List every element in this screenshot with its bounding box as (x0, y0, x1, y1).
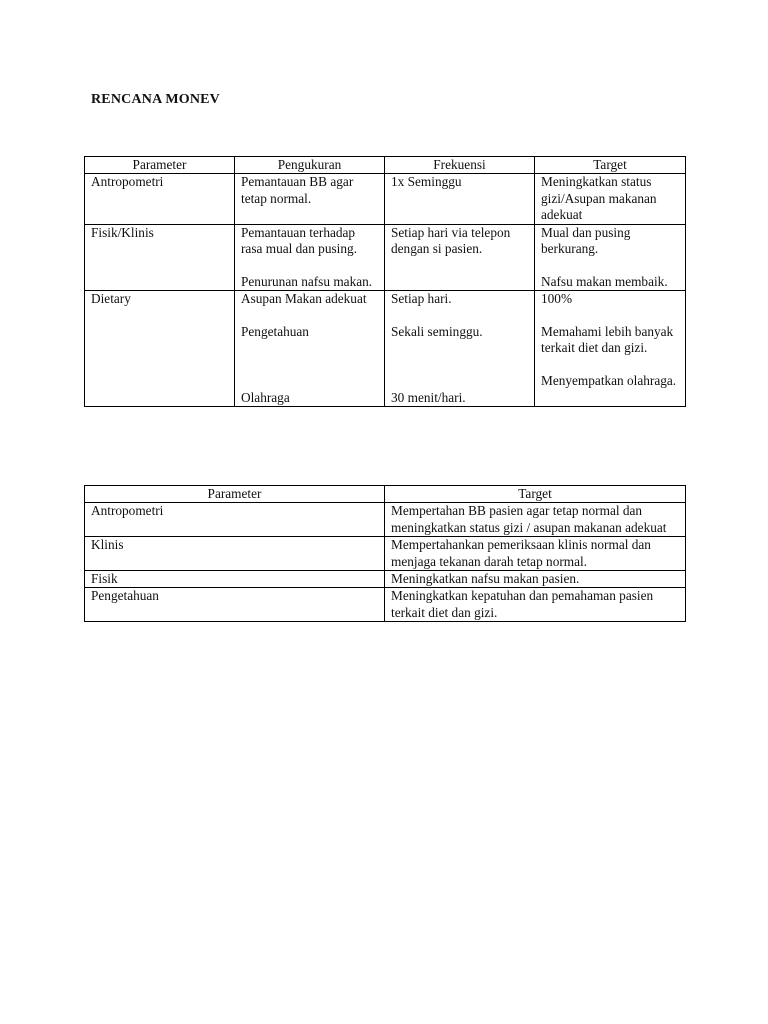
cell-text: Setiap hari. (391, 291, 452, 307)
cell-text: Setiap hari via telepon dengan si pasien. (391, 224, 511, 257)
cell-text: Nafsu makan membaik. (541, 273, 668, 289)
cell-parameter: Fisik/Klinis (85, 224, 235, 291)
cell-text: Asupan Makan adekuat (241, 291, 367, 307)
cell-pengukuran (235, 174, 385, 224)
cell-text: Meningkatkan status gizi/Asupan makanan adekuat (541, 174, 657, 223)
header-parameter: Parameter (85, 157, 235, 174)
table-row (85, 224, 686, 291)
header-parameter: Parameter (85, 486, 385, 503)
cell-text: 30 menit/hari. (391, 389, 466, 405)
cell-pengukuran (235, 291, 385, 407)
table-row (85, 174, 686, 224)
table-row (85, 588, 686, 622)
cell-target (535, 291, 686, 407)
cell-frekuensi (385, 174, 535, 224)
cell-text: Menyempatkan olahraga. (541, 373, 677, 389)
cell-target: Mempertahan BB pasien agar tetap normal dan meningkatkan status gizi / asupan makanan adekuat (385, 503, 686, 537)
cell-text: 1x Seminggu (391, 174, 462, 190)
cell-text: Olahraga (241, 389, 290, 405)
cell-parameter: Pengetahuan (85, 588, 385, 622)
header-frekuensi: Frekuensi (385, 157, 535, 174)
cell-parameter: Klinis (85, 537, 385, 571)
cell-target (535, 174, 686, 224)
table-header-row (85, 486, 686, 503)
cell-text: Penurunan nafsu makan. (241, 273, 373, 289)
table-row (85, 537, 686, 571)
cell-target: Meningkatkan kepatuhan dan pemahaman pasien terkait diet dan gizi. (385, 588, 686, 622)
monev-table (84, 156, 686, 407)
cell-target (535, 224, 686, 291)
header-pengukuran: Pengukuran (235, 157, 385, 174)
cell-parameter: Dietary (85, 291, 235, 407)
cell-text: Pengetahuan (241, 324, 309, 340)
header-target: Target (535, 157, 686, 174)
cell-parameter: Fisik (85, 571, 385, 588)
cell-frekuensi (385, 224, 535, 291)
cell-pengukuran (235, 224, 385, 291)
document-title: RENCANA MONEV (91, 92, 220, 107)
cell-text: Sekali seminggu. (391, 324, 483, 340)
cell-frekuensi (385, 291, 535, 407)
cell-text: Pemantauan BB agar tetap normal. (241, 174, 354, 206)
cell-target: Mempertahankan pemeriksaan klinis normal dan menjaga tekanan darah tetap normal. (385, 537, 686, 571)
table-row (85, 571, 686, 588)
cell-parameter: Antropometri (85, 174, 235, 224)
cell-text: 100% (541, 291, 573, 307)
table-header-row (85, 157, 686, 174)
cell-text: Pemantauan terhadap rasa mual dan pusing. (241, 224, 357, 257)
cell-text: Memahami lebih banyak terkait diet dan gizi. (541, 324, 674, 356)
table-row (85, 503, 686, 537)
header-target: Target (385, 486, 686, 503)
table-row (85, 291, 686, 407)
cell-text: Mual dan pusing berkurang. (541, 224, 631, 257)
cell-target: Meningkatkan nafsu makan pasien. (385, 571, 686, 588)
cell-parameter: Antropometri (85, 503, 385, 537)
target-table (84, 485, 686, 622)
